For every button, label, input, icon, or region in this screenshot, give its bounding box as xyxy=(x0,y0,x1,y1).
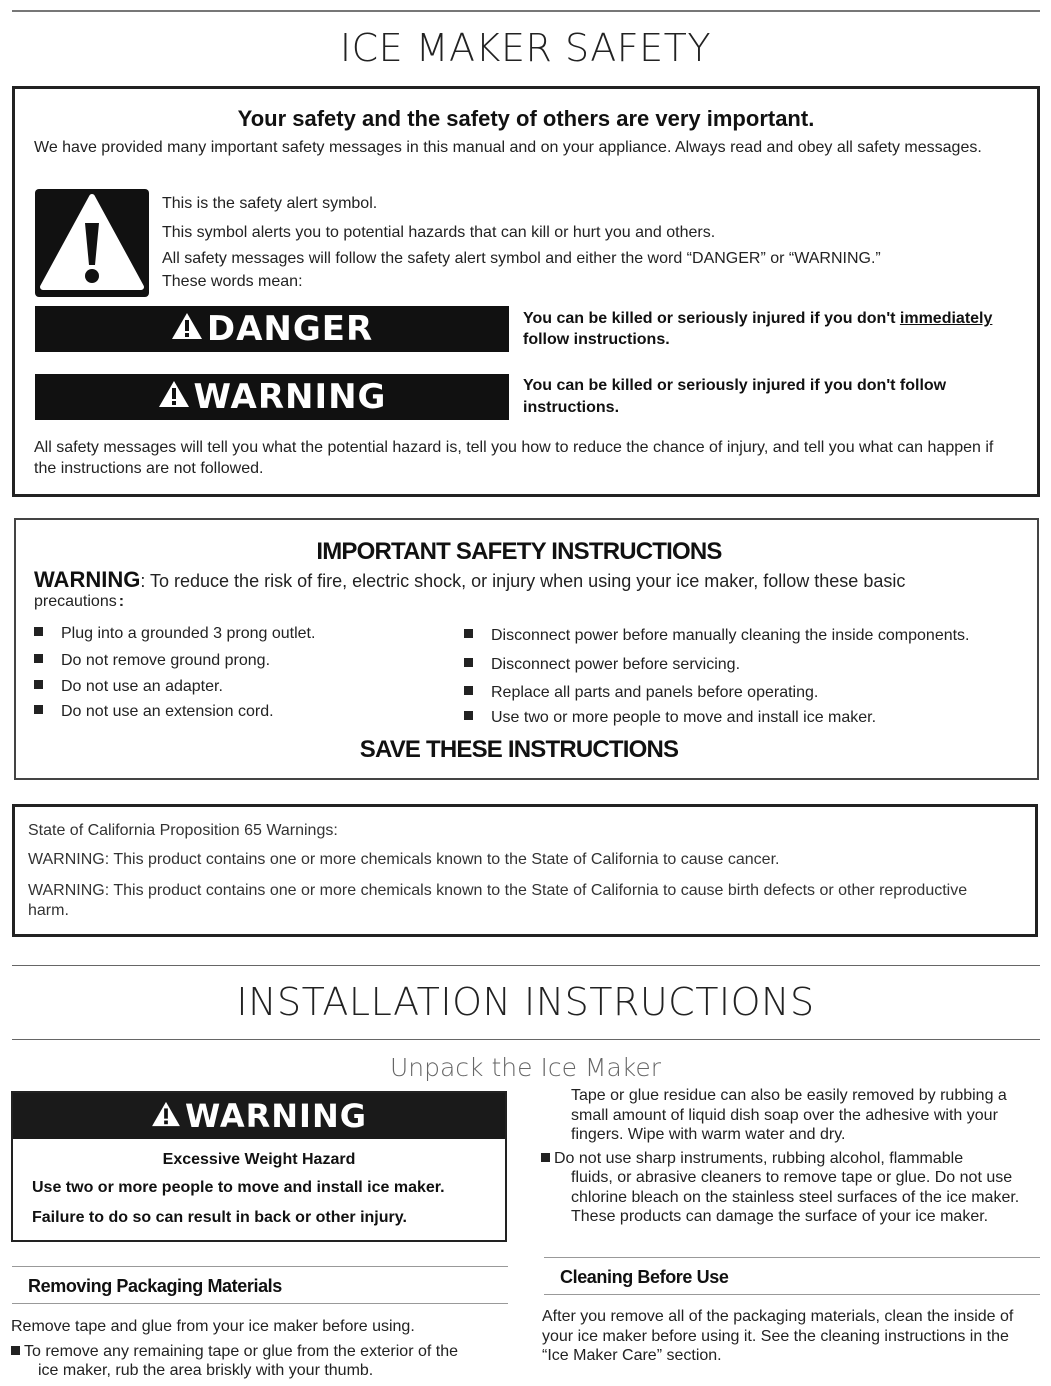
warning-bar xyxy=(35,374,509,420)
symbol-line-3: All safety messages will follow the safety alert symbol and either the word “DANGER” or “WARNING.” xyxy=(162,250,881,267)
top-rule xyxy=(12,10,1040,12)
removing-rule-top xyxy=(12,1266,508,1267)
right-item-1: Disconnect power before manually cleaning the inside components. xyxy=(491,627,970,644)
danger-label: DANGER xyxy=(206,309,374,349)
warning-text-line1: : To reduce the risk of fire, electric shock, or injury when using your ice maker, follow these basic xyxy=(140,571,906,591)
left-item-1: Plug into a grounded 3 prong outlet. xyxy=(61,625,316,642)
install-bottom-rule xyxy=(12,1039,1040,1040)
cleaning-heading: Cleaning Before Use xyxy=(560,1267,729,1287)
safety-alert-symbol-icon xyxy=(35,189,149,297)
left-item-2: Do not remove ground prong. xyxy=(61,652,271,669)
unpack-subtitle: Unpack the Ice Maker xyxy=(389,1053,662,1082)
warning-triangle-icon xyxy=(158,377,190,417)
prop65-line-1: State of California Proposition 65 Warnings: xyxy=(28,822,338,839)
removing-intro: Remove tape and glue from your ice maker before using. xyxy=(11,1318,415,1335)
removing-bullet-line1: To remove any remaining tape or glue from the exterior of the xyxy=(24,1343,458,1360)
warning-text-line2: precautions xyxy=(34,593,117,610)
sharp-bullet-first xyxy=(541,1149,963,1169)
left-item-3: Do not use an adapter. xyxy=(61,678,223,695)
warning-text-colon: : xyxy=(118,593,125,610)
warning-description: You can be killed or seriously injured if you don't follow instructions. xyxy=(523,377,947,416)
cleaning-rule-bottom xyxy=(544,1294,1040,1295)
weight-hazard-title: Excessive Weight Hazard xyxy=(162,1151,356,1168)
danger-description xyxy=(523,308,1028,350)
save-instructions: SAVE THESE INSTRUCTIONS xyxy=(359,736,679,763)
list-item xyxy=(464,684,818,702)
cleaning-text: After you remove all of the packaging materials, clean the inside of your ice maker before using it. See the cleaning instructions in the “Ice Maker Care” section. xyxy=(542,1308,1014,1364)
list-item xyxy=(34,703,274,721)
install-top-rule xyxy=(12,965,1040,966)
important-heading: IMPORTANT SAFETY INSTRUCTIONS xyxy=(316,538,722,565)
sharp-bullet-rest: fluids, or abrasive cleaners to remove tape or glue. Do not use chlorine bleach on the stainless steel surfaces of the ice maker. These products can damage the surface of your ice maker. xyxy=(571,1169,1020,1225)
warning-triangle-icon xyxy=(171,309,203,349)
safety-heading: Your safety and the safety of others are very important. xyxy=(237,106,815,131)
sharp-bullet-line1: Do not use sharp instruments, rubbing alcohol, flammable xyxy=(554,1150,964,1167)
list-item xyxy=(464,709,876,727)
weight-warning-line-2: Failure to do so can result in back or other injury. xyxy=(32,1209,407,1226)
cleaning-rule-top xyxy=(544,1257,1040,1258)
right-item-3: Replace all parts and panels before operating. xyxy=(491,684,819,701)
list-item xyxy=(464,656,740,674)
symbol-line-1: This is the safety alert symbol. xyxy=(162,195,378,212)
installation-title: INSTALLATION INSTRUCTIONS xyxy=(236,980,815,1024)
important-warning-line2 xyxy=(34,593,124,611)
danger-text-pre: You can be killed or seriously injured if you don't xyxy=(523,310,900,327)
right-item-2: Disconnect power before servicing. xyxy=(491,656,741,673)
right-item-4: Use two or more people to move and install ice maker. xyxy=(491,709,877,726)
warning-word: WARNING xyxy=(34,567,141,592)
safety-footer: All safety messages will tell you what the potential hazard is, tell you how to reduce the chance of injury, and tell you what can happen if the instructions are not followed. xyxy=(34,439,994,477)
important-warning xyxy=(34,569,1014,592)
list-item xyxy=(464,627,970,645)
danger-text-emph: immediately xyxy=(899,310,993,327)
removing-heading: Removing Packaging Materials xyxy=(28,1276,282,1296)
list-item xyxy=(34,625,315,643)
warning-triangle-icon xyxy=(151,1097,181,1135)
left-item-4: Do not use an extension cord. xyxy=(61,703,274,720)
prop65-line-2: WARNING: This product contains one or more chemicals known to the State of California to cause cancer. xyxy=(28,851,780,868)
residue-text: Tape or glue residue can also be easily removed by rubbing a small amount of liquid dish soap over the adhesive with your fingers. Wipe with warm water and dry. xyxy=(571,1087,1007,1143)
list-item xyxy=(34,678,223,696)
danger-text-post: follow instructions. xyxy=(523,331,670,348)
safety-intro: We have provided many important safety messages in this manual and on your appliance. Always read and obey all safety messages. xyxy=(34,139,982,156)
danger-bar xyxy=(35,306,509,352)
symbol-line-2: This symbol alerts you to potential hazards that can kill or hurt you and others. xyxy=(162,224,716,241)
removing-rule-bottom xyxy=(12,1303,508,1304)
prop65-line-3: WARNING: This product contains one or more chemicals known to the State of California to cause birth defects or other reproductive harm. xyxy=(28,882,968,919)
symbol-line-4: These words mean: xyxy=(162,273,303,290)
weight-warning-line-1: Use two or more people to move and install ice maker. xyxy=(32,1179,445,1196)
list-item xyxy=(34,652,270,670)
removing-bullet xyxy=(11,1342,458,1362)
weight-warning-label: WARNING xyxy=(185,1097,367,1135)
safety-title: ICE MAKER SAFETY xyxy=(339,26,712,70)
warning-label: WARNING xyxy=(193,377,387,417)
weight-warning-bar xyxy=(13,1093,505,1139)
removing-bullet-line2: ice maker, rub the area briskly with your thumb. xyxy=(38,1362,374,1379)
